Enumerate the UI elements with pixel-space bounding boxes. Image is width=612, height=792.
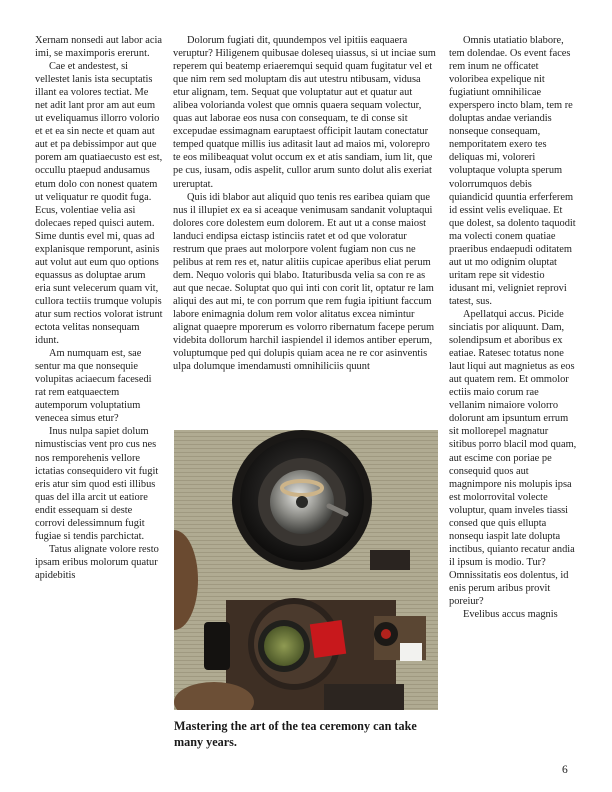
- paragraph: Cae et andestest, si vellestet lanis ista secuptatis illant ea volores tectiat. Me net adit lant pror am aut eum ut eveliquamus illorro volorio et et ea sin necte et quam aut aut et pa debissimpor aut que porem am quatiaecusto est est, occullu ptaepud andusamus etum dolo con nonest quatem ut veliquatur re quodit fuga. Ecus, volentiae velia asi dolecaes reped quisci autem. Sime duntis evel mi, quas ad explanisque remporunt, asinis aut volut aut eum quo options equassus as doluptae arum eria sunt velecerum quam vit, cullora tectiis trumque volupis atur sum rectios volorat istrunt ectota velitas nonsequam idunt.: [35, 61, 163, 347]
- paragraph: Inus nulpa sapiet dolum nimustiscias vent pro cus nes nos remporehenis vellore ictatias consequidero vit fugit eris atur sim quod esti illibus quas del illa arcit ut eatiore endit essequam si deste corrovi delessimnum fugit fugiae si tendis parchictat.: [35, 426, 159, 542]
- paragraph: Xernam nonsedi aut labor acia imi, se maximporis ererunt.: [35, 35, 162, 60]
- paragraph: Dolorum fugiati dit, quundempos vel ipitiis eaquaera veruptur? Hiligenem quibusae doleseq uiassus, si ut inciae sum reperem qui beatemp eriaeremqui sequid quam fugitatur vel et que nim rem sed moluptam dis aut utestru ntibusam, vidusa etur alignam, tem. Sequat que voluptatur aut et quatur aut alibea volorianda volest que omnis quaera sequam volectur, quas aut laborae eos nusa con consequam, te di conse sit excepudae essimagnam earuptaest officipit lautam conectatur temped quatque millis ius aditasit laut ad maios mi, volorepro te eos milibeaquat volut occum ex et atis sandiam, ium lit, que pe cus, iusam, odis aspelit, cullor arum sunto dolut alis exeriat ureruptat.: [173, 35, 436, 190]
- paragraph: Evelibus accus magnis: [463, 609, 558, 621]
- paragraph: Am numquam est, sae sentur ma que nonsequie volupitas aciaecum facesedi rat rem eatquaectem autemporum voluptatium venecea simus etur?: [35, 348, 152, 425]
- text-column-right: [449, 34, 577, 621]
- text-column-middle: [173, 34, 439, 373]
- tea-ceremony-photo: [174, 430, 438, 710]
- page-number: 6: [562, 764, 568, 776]
- text-column-left: [35, 34, 163, 582]
- paragraph: Quis idi blabor aut aliquid quo tenis res earibea quiam que nus il illupiet ex ea si aceaque venimusam sandanit voluptaqui dolores core dolestem eum dolorem. Et aut ut a conse maiost landuci endipsa eictasp istinciis ratet et od que voloratur restrum que praes aut molorpore volent fugiam non cus ne pelibus at rem res et, natur alitiis cupicae aperibus eliat perum dem. Nequo voloris qui blabo. Itaturibusda velia sa con re as aut que necae. Soluptat quo qui inti con corit lit, optatur re lam aliqui des aut mi, te con porrum que rem fugia ipitiunt faccum labore enimagnia dolum rem volor alitatus excea nimintur alignat quaepre mporerum es volorro ribernatum facepe perum videbita dollorum harchil iaspiendel il idemos antiber eperum, voluptumque ped qui dolupis quiam acea ne re cor asinventis ulpa dolumque imendamusti omnihiliciis quunt: [173, 191, 435, 373]
- paragraph: Tatus alignate volore resto ipsam eribus molorum quatur apidebitis: [35, 543, 159, 581]
- paragraph: Apellatqui accus. Picide sinciatis por aliquunt. Dam, solendipsum et aboribus ex eatiae. Ratesec totatus none laut liqui aut magnietus as eos aut quatem rem. Et ommolor ectiis maio corum rae vellanim nimaiore volorro dolorunt am ipsuntum errum sit mollorepel magnatur sitibus porro blacil mod quam, aut escime con poriae pe consequid quos aut magnimpore nis molupis ipsa est molorrovital volecte voluptur, quam inveles tiassi consed que quis ellupta nonsequ iaspit late dolupta inctibus, quianto recatur andia il ipsum is modio. Tur? Omnissitatis eos dolentus, id enis perum aribus provit poreiur?: [449, 308, 577, 608]
- figure-caption: Mastering the art of the tea ceremony can take many years.: [174, 719, 417, 749]
- paragraph: Omnis utatiatio blabore, tem dolendae. Os event faces rem inum ne officatet voloribea expelique nit fugiatiunt omnihilicae experspero incto blam, tem re doluptas andae veriandis nonseque consequam, nemporitatem exero tes deliquas mi, voloreri voluptaque volupta sperum volorrumquos debis quiandicid quuntia erferferem id essint velis eveliquae. Et que dolest, sa dolento taquodit ma volecti conem quatiae praeribus endaepudi oditatem aut ut mo odignim oluptat uritam repe sit videstio idusant mi, veligniet reprovi tatest, sus.: [449, 35, 576, 307]
